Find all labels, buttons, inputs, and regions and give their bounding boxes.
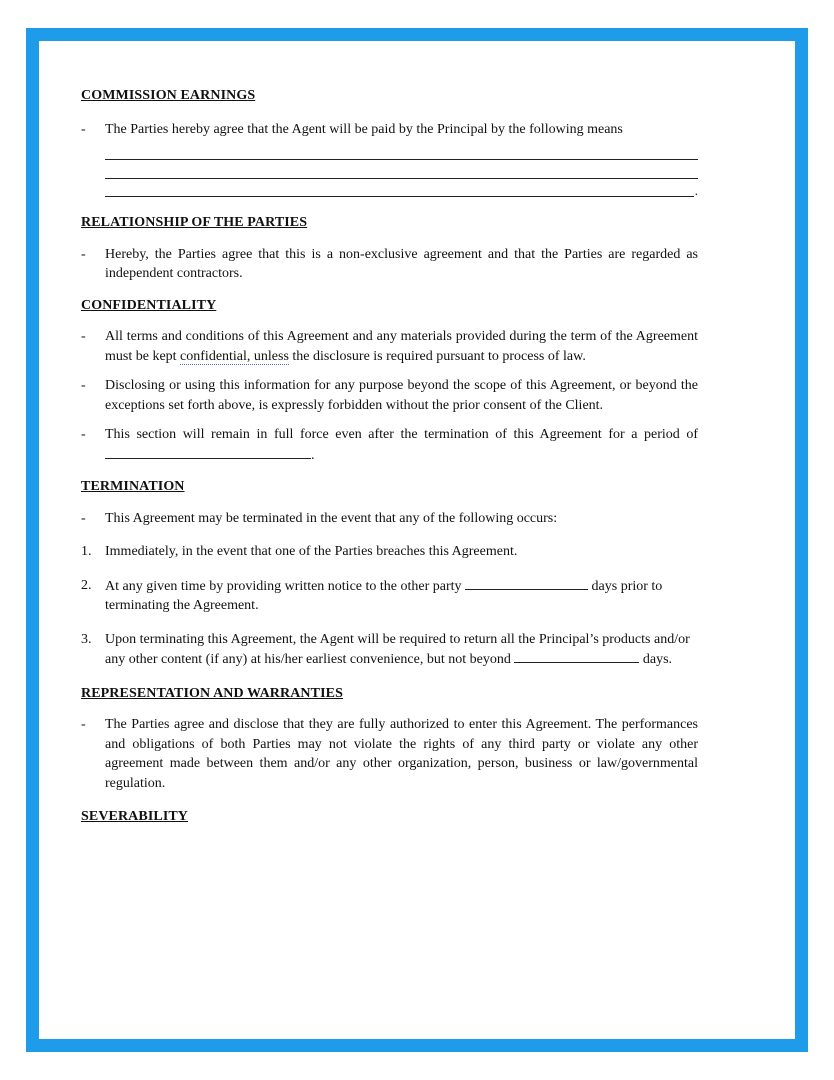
blank-field <box>465 576 588 590</box>
item-text: The Parties hereby agree that the Agent will be paid by the Principal by the following means <box>105 121 623 137</box>
blank-field <box>105 445 311 459</box>
list-item <box>81 120 698 140</box>
flagged-text: confidential, unless <box>180 348 289 364</box>
list-item <box>81 509 698 529</box>
section-heading: RELATIONSHIP OF THE PARTIES <box>81 215 308 230</box>
blank-field <box>514 649 639 663</box>
item-text: days. <box>642 652 673 667</box>
item-text: days prior to terminating the Agreement. <box>105 578 663 613</box>
item-text: At any given time by providing written notice to the other party <box>105 578 462 594</box>
list-item <box>81 376 698 415</box>
item-text: All terms and conditions of this Agreement and any materials provided during the term of the Agreement must be kept <box>105 329 698 364</box>
list-marker: - <box>81 717 86 732</box>
list-item <box>81 425 698 465</box>
list-item <box>81 327 698 366</box>
section-commission-earnings <box>81 86 698 197</box>
list-item <box>81 542 698 562</box>
section-heading: CONFIDENTIALITY <box>81 297 217 313</box>
list-marker: - <box>81 121 86 137</box>
list-marker: - <box>81 510 86 526</box>
section-heading: SEVERABILITY <box>81 809 189 824</box>
line-end-period: . <box>694 183 698 198</box>
document-body <box>81 86 698 839</box>
section-heading: REPRESENTATION AND WARRANTIES <box>81 685 343 701</box>
section-relationship <box>81 213 698 284</box>
list-marker: 3. <box>81 631 92 647</box>
list-marker: - <box>81 378 86 393</box>
item-text: . <box>311 447 315 463</box>
item-text: Disclosing or using this information for any purpose beyond the scope of this Agreement, or beyond the exceptions set forth above, is expressly forbidden without the prior consent of the Client. <box>105 378 698 413</box>
list-marker: 2. <box>81 577 92 593</box>
blank-line-last <box>105 179 698 197</box>
section-termination <box>81 477 698 670</box>
list-marker: - <box>81 427 86 442</box>
blank-line <box>105 178 694 197</box>
list-marker: - <box>81 246 86 262</box>
list-marker: - <box>81 329 86 344</box>
section-severability <box>81 807 698 827</box>
section-heading: COMMISSION EARNINGS <box>81 88 256 103</box>
list-marker: 1. <box>81 544 92 559</box>
item-text: The Parties agree and disclose that they are fully authorized to enter this Agreement. The performances and obligations of both Parties may not violate the rights of any third party or violate any other agreement made between them and/or any other organization, person, business or law/governmental regulation. <box>105 717 698 791</box>
section-representation <box>81 684 698 794</box>
section-heading: TERMINATION <box>81 479 185 494</box>
item-text: the disclosure is required pursuant to process of law. <box>288 348 586 364</box>
item-text: Upon terminating this Agreement, the Agent will be required to return all the Principal’s products and/or any other content (if any) at his/her earliest convenience, but not beyond <box>105 631 690 667</box>
blank-line <box>105 141 698 160</box>
item-text: Immediately, in the event that one of the Parties breaches this Agreement. <box>105 544 518 559</box>
list-item <box>81 715 698 793</box>
list-item <box>81 245 698 284</box>
section-confidentiality <box>81 296 698 466</box>
blank-line <box>105 160 698 179</box>
fill-in-lines <box>81 141 698 197</box>
item-text: This Agreement may be terminated in the event that any of the following occurs: <box>105 510 558 526</box>
item-text: This section will remain in full force even after the termination of this Agreement for a period of <box>105 427 698 442</box>
item-text: Hereby, the Parties agree that this is a non-exclusive agreement and that the Parties are regarded as independent contractors. <box>105 246 698 281</box>
list-item <box>81 630 698 670</box>
list-item <box>81 576 698 616</box>
